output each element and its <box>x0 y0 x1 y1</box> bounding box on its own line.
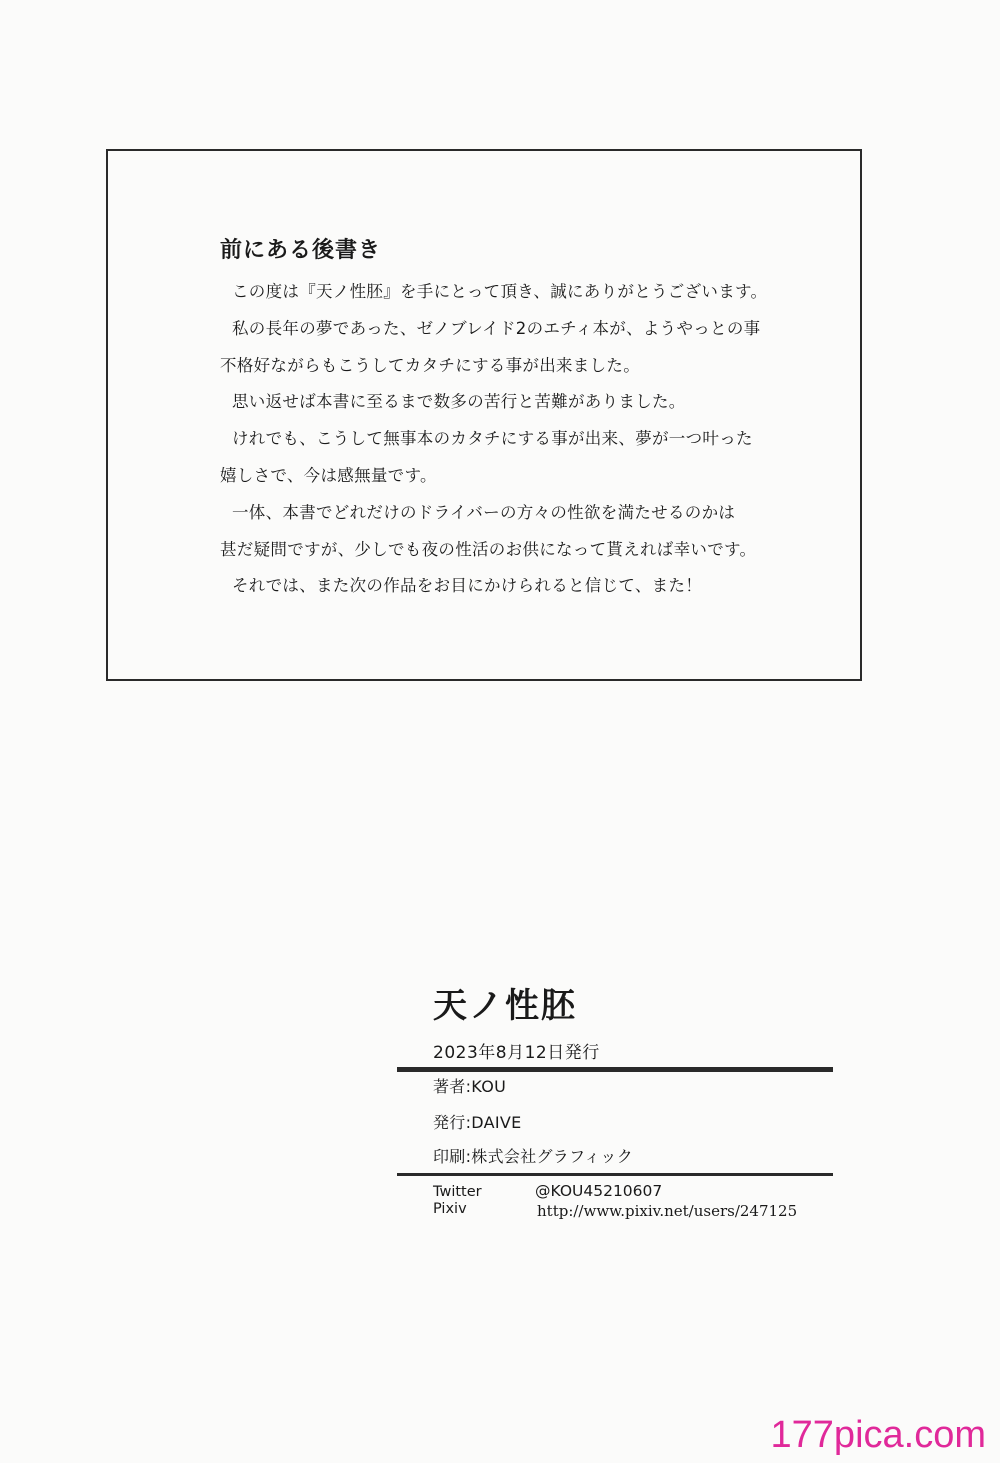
author-credit: 著者:KOU <box>433 1077 507 1096</box>
pixiv-label: Pixiv <box>433 1201 467 1217</box>
publication-date: 2023年8月12日発行 <box>433 1043 600 1063</box>
afterword-text <box>220 279 767 610</box>
afterword-line: それでは、また次の作品をお目にかけられると信じて、また！ <box>232 576 703 596</box>
afterword-line: 嬉しさで、今は感無量です。 <box>220 465 437 485</box>
pixiv-url: http://www.pixiv.net/users/247125 <box>537 1202 798 1220</box>
afterword-line: この度は『天ノ性胚』を手にとって頂き、誠にありがとうございます。 <box>232 282 768 301</box>
afterword-line: 思い返せば本書に至るまで数多の苦行と苦難がありました。 <box>232 392 686 412</box>
afterword-line: 不格好ながらもこうしてカタチにする事が出来ました。 <box>220 355 640 375</box>
afterword-line: 私の長年の夢であった、ゼノブレイド2のエチィ本が、ようやっとの事 <box>232 318 761 338</box>
site-watermark: 177pica.com <box>770 1414 986 1456</box>
publisher-credit: 発行:DAIVE <box>433 1113 522 1132</box>
twitter-label: Twitter <box>433 1184 482 1200</box>
colophon-divider-top <box>397 1067 833 1072</box>
colophon-divider-bottom <box>397 1173 833 1176</box>
twitter-handle: @KOU45210607 <box>535 1182 663 1200</box>
afterword-box <box>106 149 862 681</box>
book-title: 天ノ性胚 <box>433 986 577 1026</box>
afterword-line: 一体、本書でどれだけのドライバーの方々の性欲を満たせるのかは <box>232 502 736 522</box>
printer-credit: 印刷:株式会社グラフィック <box>433 1147 634 1166</box>
afterword-line: けれでも、こうして無事本のカタチにする事が出来、夢が一つ叶った <box>232 429 753 449</box>
afterword-heading: 前にある後書き <box>220 238 382 263</box>
afterword-line: 甚だ疑問ですが、少しでも夜の性活のお供になって貰えれば幸いです。 <box>220 539 757 559</box>
